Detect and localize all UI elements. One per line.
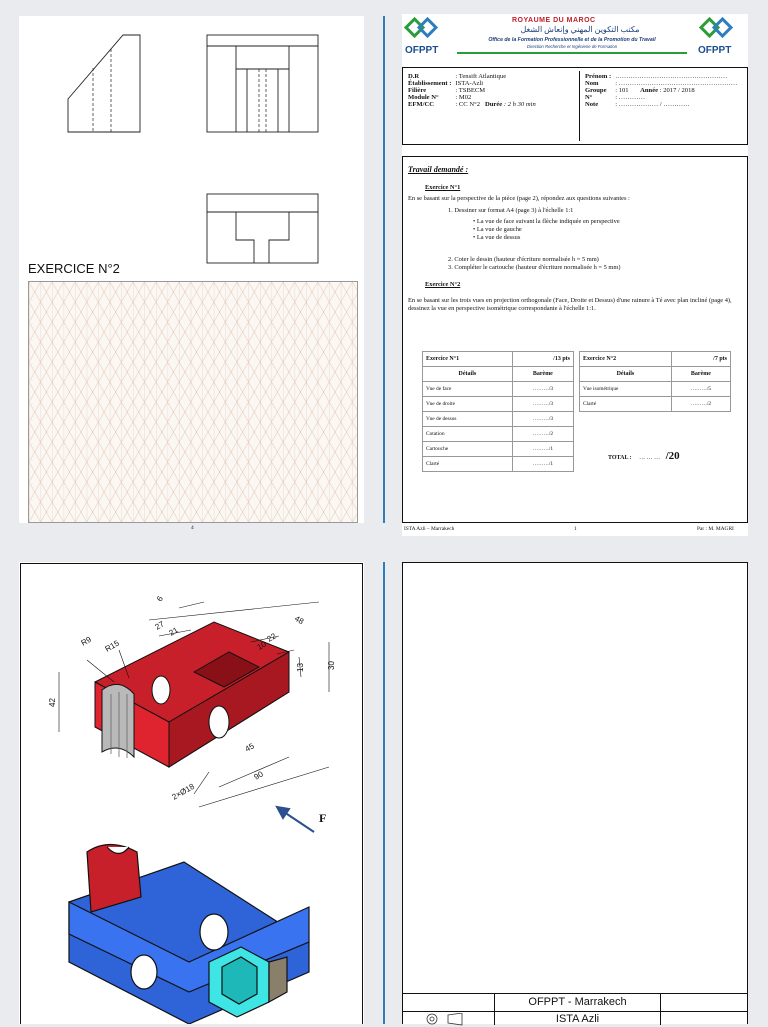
bareme1-col2: Barème <box>512 367 573 382</box>
module-value: : M02 <box>455 94 472 101</box>
bullet-item: • La vue de face suivant la flèche indiquée en perspective <box>473 218 620 225</box>
perspective-drawing <box>19 562 364 1024</box>
dim-30: 30 <box>327 661 336 670</box>
drawing-frame[interactable] <box>402 562 748 1024</box>
num-value[interactable]: : ………… <box>615 94 646 101</box>
duration-label: Durée <box>485 101 503 108</box>
ex1-title: Exercice N°1 <box>425 184 461 191</box>
cartouche-line1: OFPPT - Marrakech <box>528 996 627 1008</box>
filiere-label: Filière <box>408 87 427 94</box>
bareme2-table <box>579 351 731 412</box>
etab-value: ISTA-Azli <box>455 80 484 87</box>
info-right <box>583 73 739 108</box>
dr-value: : Tensift Atlantique <box>455 73 507 80</box>
kingdom-title: ROYAUME DU MAROC <box>512 17 596 24</box>
ex1-item1: 1. Dessiner sur format A4 (page 3) à l'échelle 1:1 <box>448 207 574 214</box>
bullet-item: • La vue de gauche <box>473 226 522 233</box>
bareme1-table <box>422 351 574 472</box>
office-line: Office de la Formation Professionnelle et de la Promotion du Travail <box>488 37 656 43</box>
dim-48: 48 <box>293 613 306 627</box>
front-view-outline <box>207 35 318 132</box>
dim-45: 45 <box>243 741 256 754</box>
total-value: /20 <box>665 450 680 462</box>
dim-21: 21 <box>167 625 180 638</box>
bareme2-title: Exercice N°2 <box>580 352 672 367</box>
total-dots[interactable]: … … … <box>639 455 661 461</box>
efm-label: EFM/CC <box>408 101 435 108</box>
groupe-value: : 101 <box>615 87 629 94</box>
logo-right-icon-2 <box>712 17 733 38</box>
table-row: Clarté ………/1 <box>423 457 574 472</box>
logo-right-text: OFPPT <box>698 45 732 56</box>
table-row: Vue de droite ………/3 <box>423 397 574 412</box>
dim-90: 90 <box>252 769 265 782</box>
arrow-label: F <box>319 811 327 825</box>
year-value: : 2017 / 2018 <box>659 87 695 94</box>
page-number: 4 <box>191 525 194 531</box>
bullet-item: • La vue de dessus <box>473 234 521 241</box>
dim-r15: R15 <box>103 638 121 654</box>
view-arrow <box>277 807 314 832</box>
logo-left-icon-2 <box>417 17 438 38</box>
dim-10: 10 <box>255 639 268 652</box>
groupe-label: Groupe <box>585 87 607 94</box>
footer-left: ISTA Azli – Marrakech <box>404 526 455 532</box>
table-row: Clarté ………/2 <box>580 397 731 412</box>
dim-2-d18: 2×Ø18 <box>170 781 197 802</box>
dim-13: 13 <box>296 663 305 672</box>
projection-symbol-icon <box>424 1013 474 1027</box>
dim-22: 22 <box>265 631 278 644</box>
total-label: TOTAL : <box>608 455 632 461</box>
table-row: Vue de face ………/3 <box>423 382 574 397</box>
prenom-value[interactable]: …………………………………………… <box>615 73 728 80</box>
ex1-intro: En se basant sur la perspective de la pièce (page 2), répondez aux questions suivantes : <box>408 195 630 202</box>
page-divider-2 <box>383 562 385 1024</box>
dim-r9: R9 <box>79 634 93 648</box>
ex2-text: En se basant sur les trois vues en projection orthogonale (Face, Droite et Dessus) d'une rainure à Té avec plan incliné (page 4), dessinez la vue en perspective isométrique correspondante à l'échelle 1:1. <box>408 297 732 312</box>
page-4 <box>19 16 364 531</box>
bareme1-points: /13 pts <box>512 352 573 367</box>
dim-42: 42 <box>48 698 57 707</box>
duration-value: : 2 h 30 min <box>503 101 536 108</box>
ex1-item3: 3. Compléter le cartouche (hauteur d'écriture normalisée h = 5 mm) <box>448 264 621 271</box>
info-left <box>406 73 538 108</box>
efm-value: : CC N°2 <box>455 101 481 108</box>
isometric-grid[interactable] <box>28 281 358 523</box>
orthographic-views <box>19 16 364 276</box>
bareme2-points: /7 pts <box>671 352 730 367</box>
module-label: Module N° <box>408 94 439 101</box>
ex2-title: Exercice N°2 <box>425 281 461 288</box>
note-value[interactable]: : ……………… / ………… <box>615 101 690 108</box>
exercise-title: EXERCICE N°2 <box>28 261 120 276</box>
ex1-item2: 2. Coter le dessin (hauteur d'écriture normalisée h = 5 mm) <box>448 256 599 263</box>
table-row: Cartouche ………/1 <box>423 442 574 457</box>
footer-right: Par : M. MAGRI <box>697 526 734 532</box>
info-box <box>402 67 748 145</box>
work-box <box>402 156 748 523</box>
year-label: Année <box>640 87 659 94</box>
page-3 <box>402 562 748 1024</box>
info-divider <box>579 71 580 141</box>
logo-left-text: OFPPT <box>405 45 439 56</box>
etab-label: Établissement : <box>408 80 452 87</box>
side-view-outline <box>68 35 140 132</box>
bareme1-col1: Détails <box>423 367 513 382</box>
page-1 <box>402 14 748 536</box>
note-label: Note <box>585 101 599 108</box>
nom-label: Nom <box>585 80 599 87</box>
top-view-outline <box>207 194 318 263</box>
dim-6: 6 <box>154 594 165 603</box>
arabic-line: مكتب التكوين المهني وإنعاش الشغل <box>520 25 640 34</box>
dr-label: D.R <box>408 73 420 80</box>
cartouche-line2: ISTA Azli <box>555 1013 600 1025</box>
filiere-value: : TSBECM <box>455 87 486 94</box>
prenom-label: Prénom : <box>585 73 612 80</box>
dim-27: 27 <box>153 619 166 632</box>
bareme2-col2: Barème <box>671 367 730 382</box>
footer-center: 1 <box>574 526 577 532</box>
work-title: Travail demandé : <box>408 165 469 174</box>
table-row: Vue isométrique ………/5 <box>580 382 731 397</box>
num-label: N° <box>585 94 593 101</box>
nom-value[interactable]: : ……………………………………………… <box>615 80 738 87</box>
page-divider <box>383 16 385 523</box>
direction-line: Direction Recherche et Ingénierie de Formation <box>526 44 618 49</box>
page-2 <box>19 562 364 1024</box>
header-rule <box>457 52 687 54</box>
cartouche <box>402 993 748 1025</box>
total <box>608 450 680 462</box>
table-row: Cotation ………/2 <box>423 427 574 442</box>
ex1-bullets <box>473 218 620 242</box>
header-banner <box>402 14 748 62</box>
bareme1-title: Exercice N°1 <box>423 352 513 367</box>
bareme2-col1: Détails <box>580 367 672 382</box>
blue-assembly <box>69 845 309 1025</box>
table-row: Vue de dessus ………/3 <box>423 412 574 427</box>
